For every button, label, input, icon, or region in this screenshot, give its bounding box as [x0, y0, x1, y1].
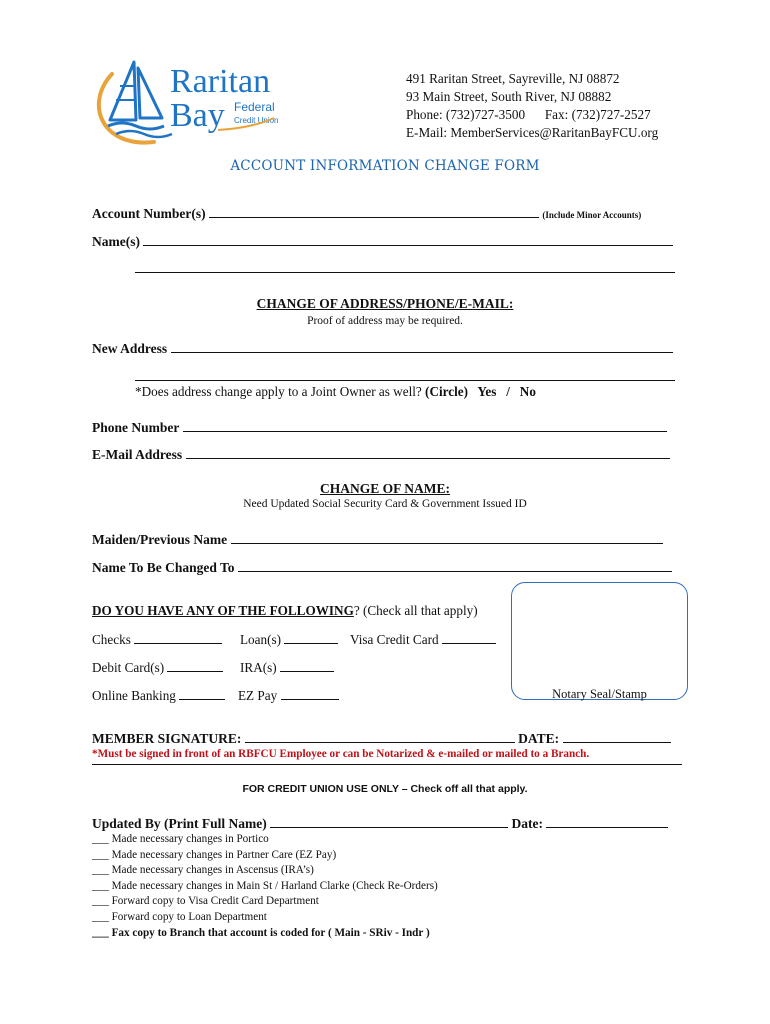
notary-seal-label: Notary Seal/Stamp — [552, 687, 647, 701]
checklist-item[interactable]: ___ Forward copy to Visa Credit Card Department — [92, 895, 319, 908]
debit-field[interactable] — [167, 659, 223, 672]
checks-label: Checks — [92, 632, 131, 647]
names-field[interactable] — [143, 233, 673, 246]
new-name-row — [92, 559, 672, 576]
new-name-label: Name To Be Changed To — [92, 560, 235, 575]
member-signature-label: MEMBER SIGNATURE: — [92, 731, 242, 746]
names-field-line-2[interactable] — [135, 260, 675, 273]
account-number-field[interactable] — [209, 205, 539, 218]
minor-accounts-note: (Include Minor Accounts) — [542, 210, 642, 220]
phone-number-field[interactable] — [183, 419, 667, 432]
checklist-item[interactable]: ___ Fax copy to Branch that account is coded for ( Main - SRiv - Indr ) — [92, 926, 430, 939]
member-signature-field[interactable] — [245, 730, 515, 743]
address-line-2: 93 Main Street, South River, NJ 08882 — [406, 89, 612, 104]
staff-checklist — [92, 832, 438, 941]
new-address-row — [92, 340, 673, 357]
account-number-row — [92, 205, 641, 222]
checklist-item[interactable]: ___ Made necessary changes in Ascensus (IRA’s) — [92, 864, 314, 877]
account-number-label: Account Number(s) — [92, 206, 206, 221]
ezpay-label: EZ Pay — [238, 688, 278, 703]
debit-label: Debit Card(s) — [92, 660, 165, 675]
contact-address-block — [406, 70, 658, 142]
visa-field[interactable] — [442, 631, 496, 644]
checks-option[interactable] — [92, 631, 222, 648]
joint-owner-question-row — [135, 384, 536, 400]
checklist-item[interactable]: ___ Made necessary changes in Partner Care (EZ Pay) — [92, 848, 337, 861]
phone-number-label: Phone Number — [92, 420, 180, 435]
updated-by-row — [92, 815, 668, 832]
maiden-name-label: Maiden/Previous Name — [92, 532, 228, 547]
online-banking-label: Online Banking — [92, 688, 176, 703]
new-address-field-line-2[interactable] — [135, 368, 675, 381]
loans-option[interactable] — [240, 631, 338, 648]
signature-date-field[interactable] — [563, 730, 671, 743]
updated-by-field[interactable] — [270, 815, 508, 828]
address-line-1: 491 Raritan Street, Sayreville, NJ 08872 — [406, 71, 620, 86]
ezpay-field[interactable] — [281, 687, 339, 700]
visa-label: Visa Credit Card — [350, 632, 439, 647]
svg-text:Credit Union: Credit Union — [234, 116, 279, 125]
email-line: E-Mail: MemberServices@RaritanBayFCU.org — [406, 125, 659, 140]
ira-field[interactable] — [280, 659, 334, 672]
loans-label: Loan(s) — [240, 632, 282, 647]
circle-instruction: (Circle) — [425, 384, 469, 399]
change-of-address-title: CHANGE OF ADDRESS/PHONE/E-MAIL: — [256, 296, 514, 311]
form-title: ACCOUNT INFORMATION CHANGE FORM — [230, 158, 540, 174]
joint-owner-question: *Does address change apply to a Joint Owner as well? — [135, 384, 422, 399]
phone-fax-line: Phone: (732)727-3500 Fax: (732)727-2527 — [406, 107, 651, 122]
phone-number-row — [92, 419, 667, 436]
maiden-name-field[interactable] — [231, 531, 663, 544]
notary-seal-box — [511, 582, 688, 700]
yes-no-options[interactable]: Yes / No — [477, 384, 536, 399]
new-address-label: New Address — [92, 341, 168, 356]
svg-text:Federal: Federal — [234, 100, 275, 114]
checks-field[interactable] — [134, 631, 222, 644]
updated-id-note: Need Updated Social Security Card & Government Issued ID — [243, 498, 527, 510]
services-question-row — [92, 603, 478, 619]
checklist-item[interactable]: ___ Made necessary changes in Portico — [92, 833, 269, 845]
sailboat-logo-icon — [92, 56, 292, 156]
visa-option[interactable] — [350, 631, 496, 648]
services-question-suffix: ? (Check all that apply) — [353, 603, 478, 618]
services-question: DO YOU HAVE ANY OF THE FOLLOWING — [92, 603, 354, 618]
ira-option[interactable] — [240, 659, 334, 676]
ira-label: IRA(s) — [240, 660, 277, 675]
maiden-name-row — [92, 531, 663, 548]
new-address-field[interactable] — [171, 340, 673, 353]
member-signature-row — [92, 730, 671, 747]
names-label: Name(s) — [92, 234, 140, 249]
new-name-field[interactable] — [238, 559, 672, 572]
loans-field[interactable] — [284, 631, 338, 644]
divider-rule — [92, 764, 682, 765]
raritan-bay-logo — [92, 56, 292, 156]
names-row — [92, 233, 673, 250]
email-address-row — [92, 446, 670, 463]
credit-union-use-only-heading: FOR CREDIT UNION USE ONLY – Check off all that apply. — [242, 783, 528, 795]
online-banking-option[interactable] — [92, 687, 225, 704]
updated-date-field[interactable] — [546, 815, 668, 828]
online-banking-field[interactable] — [179, 687, 225, 700]
checklist-item[interactable]: ___ Forward copy to Loan Department — [92, 910, 267, 923]
updated-date-label: Date: — [511, 816, 543, 831]
svg-text:Raritan: Raritan — [170, 63, 271, 100]
ezpay-option[interactable] — [238, 687, 339, 704]
email-address-field[interactable] — [186, 446, 670, 459]
change-of-name-title: CHANGE OF NAME: — [320, 481, 450, 496]
proof-of-address-note: Proof of address may be required. — [307, 315, 463, 327]
debit-option[interactable] — [92, 659, 223, 676]
signature-date-label: DATE: — [518, 731, 560, 746]
svg-text:Bay: Bay — [170, 97, 225, 134]
checklist-item[interactable]: ___ Made necessary changes in Main St / Harland Clarke (Check Re-Orders) — [92, 879, 438, 892]
updated-by-label: Updated By (Print Full Name) — [92, 816, 267, 831]
email-address-label: E-Mail Address — [92, 447, 183, 462]
signature-warning: *Must be signed in front of an RBFCU Employee or can be Notarized & e-mailed or mailed to a Branch. — [92, 748, 590, 760]
